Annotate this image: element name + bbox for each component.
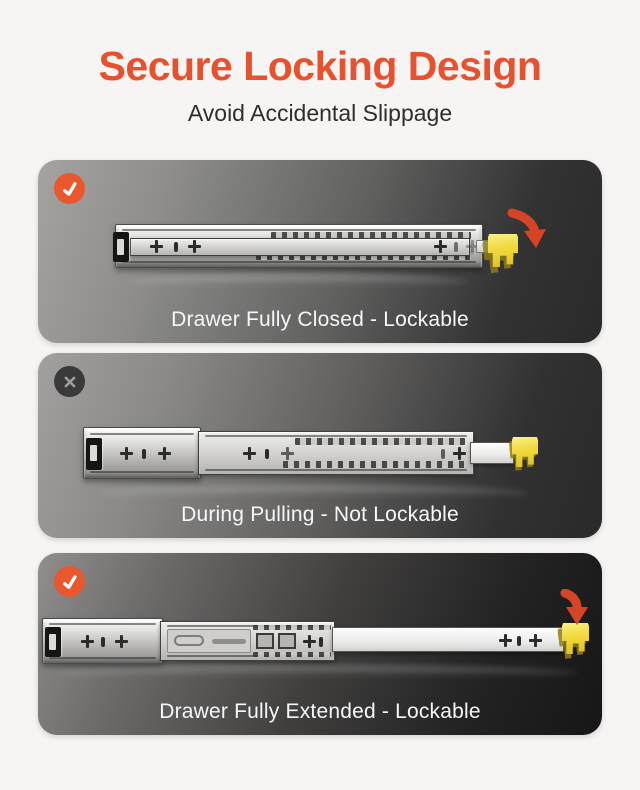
pin-mark [319,637,323,647]
drawer-slide-closed [115,224,483,268]
lock-lever [512,437,538,467]
red-arrow-icon [504,208,546,250]
page-title: Secure Locking Design [98,43,542,89]
panel-drawer-closed [38,160,602,343]
rivet-mark [158,447,171,460]
pin-mark [454,242,458,252]
rail-groove [49,657,156,659]
header [0,44,640,127]
rivet-mark [150,240,163,253]
hatch-strip [253,625,331,630]
lock-lever [562,623,589,654]
check-icon [54,566,85,597]
panel-drawer-extended [38,553,602,735]
pin-mark [101,637,105,647]
rivet-mark [303,635,316,648]
mechanism-square [256,633,274,649]
rail-groove [205,469,467,471]
outer-rail [42,618,163,664]
rail-groove [90,433,194,435]
hatch-strip [253,652,331,657]
rivet-mark [115,635,128,648]
rivet-mark [243,447,256,460]
rail-groove [205,435,467,437]
hatch-strip [295,438,465,445]
red-arrow-icon [556,589,594,627]
pin-mark [517,636,521,646]
rivet-mark [453,447,466,460]
rail-groove [122,261,476,263]
outer-rail [83,427,201,479]
mechanism-bar [212,639,246,644]
slide-mechanism [167,629,251,653]
rivet-mark [81,635,94,648]
rivet-mark [434,240,447,253]
pin-mark [265,449,269,459]
inner-rail [470,442,514,464]
hatch-strip [283,461,465,468]
check-icon [54,173,85,204]
panel-caption: Drawer Fully Extended - Lockable [159,700,481,723]
rail-groove [49,623,156,625]
mounting-clip [113,232,129,262]
mounting-clip [45,627,61,657]
panel-caption: During Pulling - Not Lockable [181,503,459,526]
rail-groove [122,229,476,231]
panel-caption: Drawer Fully Closed - Lockable [171,308,469,331]
rivet-mark [188,240,201,253]
rivet-mark [120,447,133,460]
slide-reflection [58,665,578,681]
middle-rail [160,621,335,661]
rivet-mark [499,634,512,647]
pin-mark [174,242,178,252]
page-subtitle: Avoid Accidental Slippage [187,100,453,127]
mechanism-slot [174,635,204,646]
rivet-mark [529,634,542,647]
pin-mark [441,449,445,459]
cross-icon [54,366,85,397]
rivet-mark [281,447,294,460]
middle-rail [198,431,474,475]
rail-groove [90,471,194,473]
inner-rail [332,627,564,652]
pin-mark [142,449,146,459]
slide-reflection [98,485,528,501]
slide-reflection [128,274,468,290]
mechanism-square [278,633,296,649]
inner-rail-face [130,238,470,256]
mounting-clip [86,438,102,470]
panel-during-pulling [38,353,602,538]
